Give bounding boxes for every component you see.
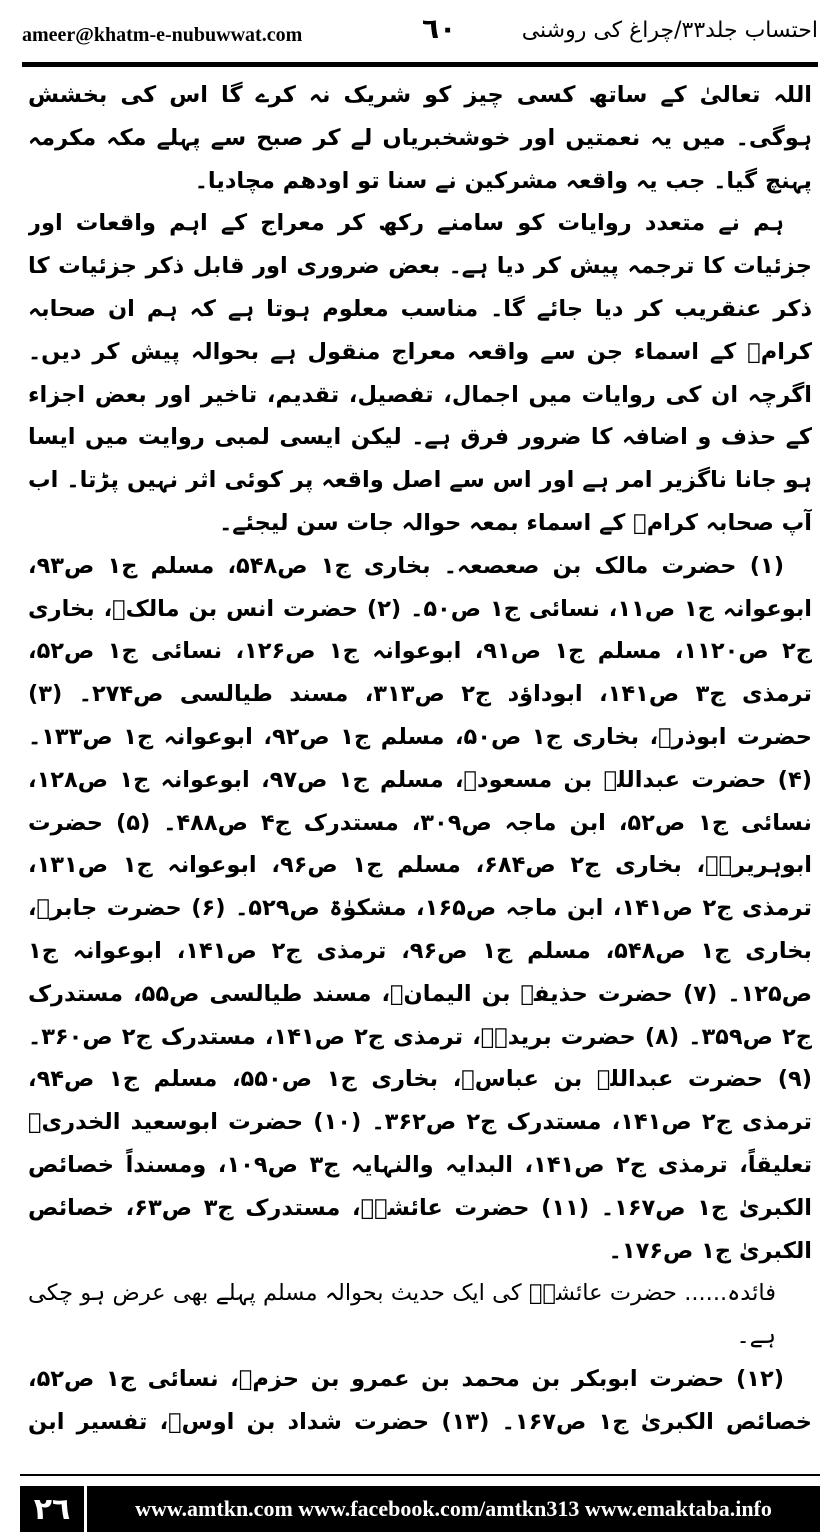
page-body — [28, 74, 812, 1448]
header-title: احتساب جلد۳۳/چراغ کی روشنی — [521, 18, 818, 43]
paragraph-references: (۱) حضرت مالک بن صعصعہ۔ بخاری ج۱ ص۵۴۸، مسلم ج۱ ص۹۳، ابوعوانہ ج۱ ص۱۱، نسائی ج۱ ص۵۰۔ (۲) حضرت انس بن مالکؓ، بخاری ج۲ ص۱۱۲۰، مسلم ج۱ ص۹۱، ابوعوانہ ج۱ ص۱۲۶، نسائی ج۱ ص۵۲، ترمذی ج۳ ص۱۴۱، ابوداؤد ج۲ ص۳۱۳، مسند طیالسی ص۲۷۴۔ (۳) حضرت ابوذرؓ، بخاری ج۱ ص۵۰، مسلم ج۱ ص۹۲، ابوعوانہ ج۱ ص۱۳۳۔ (۴) حضرت عبداللہ بن مسعودؓ، مسلم ج۱ ص۹۷، ابوعوانہ ج۱ ص۱۲۸، نسائی ج۱ ص۵۲، ابن ماجہ ص۳۰۹، مستدرک ج۴ ص۴۸۸۔ (۵) حضرت ابوہریرہؓ، بخاری ج۲ ص۶۸۴، مسلم ج۱ ص۹۶، ابوعوانہ ج۱ ص۱۳۱، ترمذی ج۲ ص۱۴۱، ابن ماجہ ص۱۶۵، مشکوٰۃ ص۵۲۹۔ (۶) حضرت جابرؓ، بخاری ج۱ ص۵۴۸، مسلم ج۱ ص۹۶، ترمذی ج۲ ص۱۴۱، ابوعوانہ ج۱ ص۱۲۵۔ (۷) حضرت حذیفہ بن الیمانؓ، مسند طیالسی ص۵۵، مستدرک ج۲ ص۳۵۹۔ (۸) حضرت بریدہؓ، ترمذی ج۲ ص۱۴۱، مستدرک ج۲ ص۳۶۰۔ (۹) حضرت عبداللہ بن عباسؓ، بخاری ج۱ ص۵۵۰، مسلم ج۱ ص۹۴، ترمذی ج۲ ص۱۴۱، مستدرک ج۲ ص۳۶۲۔ (۱۰) حضرت ابوسعید الخدریؓ تعلیقاً، ترمذی ج۲ ص۱۴۱، البدایہ والنہایہ ج۳ ص۱۰۹، ومسنداً خصائص الکبریٰ ج۱ ص۱۶۷۔ (۱۱) حضرت عائشہؓ، مستدرک ج۳ ص۶۳، خصائص الکبریٰ ج۱ ص۱۷۶۔ — [28, 552, 812, 1264]
header-email: ameer@khatm-e-nubuwwat.com — [22, 24, 303, 46]
footnote: فائدہ...... حضرت عائشہؓ کی ایک حدیث بحوالہ مسلم پہلے بھی عرض ہو چکی ہے۔ — [28, 1280, 776, 1350]
page-header — [22, 10, 818, 54]
paragraph-1: اللہ تعالیٰ کے ساتھ کسی چیز کو شریک نہ کرے گا اس کی بخشش ہوگی۔ میں یہ نعمتیں اور خوشخبریاں لے کر صبح سے پہلے مکہ مکرمہ پہنچ گیا۔ جب یہ واقعہ مشرکین نے سنا تو اودھم مچادیا۔ — [28, 82, 812, 194]
header-rule — [22, 62, 818, 67]
footer-links: www.amtkn.com www.facebook.com/amtkn313 www.emaktaba.info — [135, 1496, 772, 1521]
header-page-number: ٦٠ — [422, 12, 457, 45]
footer-rule — [20, 1474, 820, 1476]
page-footer — [20, 1466, 820, 1534]
paragraph-2: ہم نے متعدد روایات کو سامنے رکھ کر معراج کے اہم واقعات اور جزئیات کا ترجمہ پیش کر دیا ہے۔ بعض ضروری اور قابل ذکر جزئیات کا ذکر عنقریب کر دیا جائے گا۔ مناسب معلوم ہوتا ہے کہ ہم ان صحابہ کرامؓ کے اسماء جن سے واقعہ معراج منقول ہے بحوالہ پیش کر دیں۔ اگرچہ ان کی روایات میں اجمال، تفصیل، تقدیم، تاخیر اور بعض اجزاء کے حذف و اضافہ کا ضرور فرق ہے۔ لیکن ایسی لمبی روایت میں ایسا ہو جانا ناگزیر امر ہے اور اس سے اصل واقعہ پر کوئی اثر نہیں پڑتا۔ اب آپ صحابہ کرامؓ کے اسماء بمعہ حوالہ جات سن لیجئے۔ — [28, 210, 812, 536]
footer-page-box: ٢٦ — [20, 1486, 87, 1532]
paragraph-closing: (۱۲) حضرت ابوبکر بن محمد بن عمرو بن حزمؓ، نسائی ج۱ ص۵۲، خصائص الکبریٰ ج۱ ص۱۶۷۔ (۱۳) حضرت شداد بن اوسؓ، تفسیر ابن — [28, 1365, 812, 1435]
footer-bar — [20, 1486, 820, 1532]
